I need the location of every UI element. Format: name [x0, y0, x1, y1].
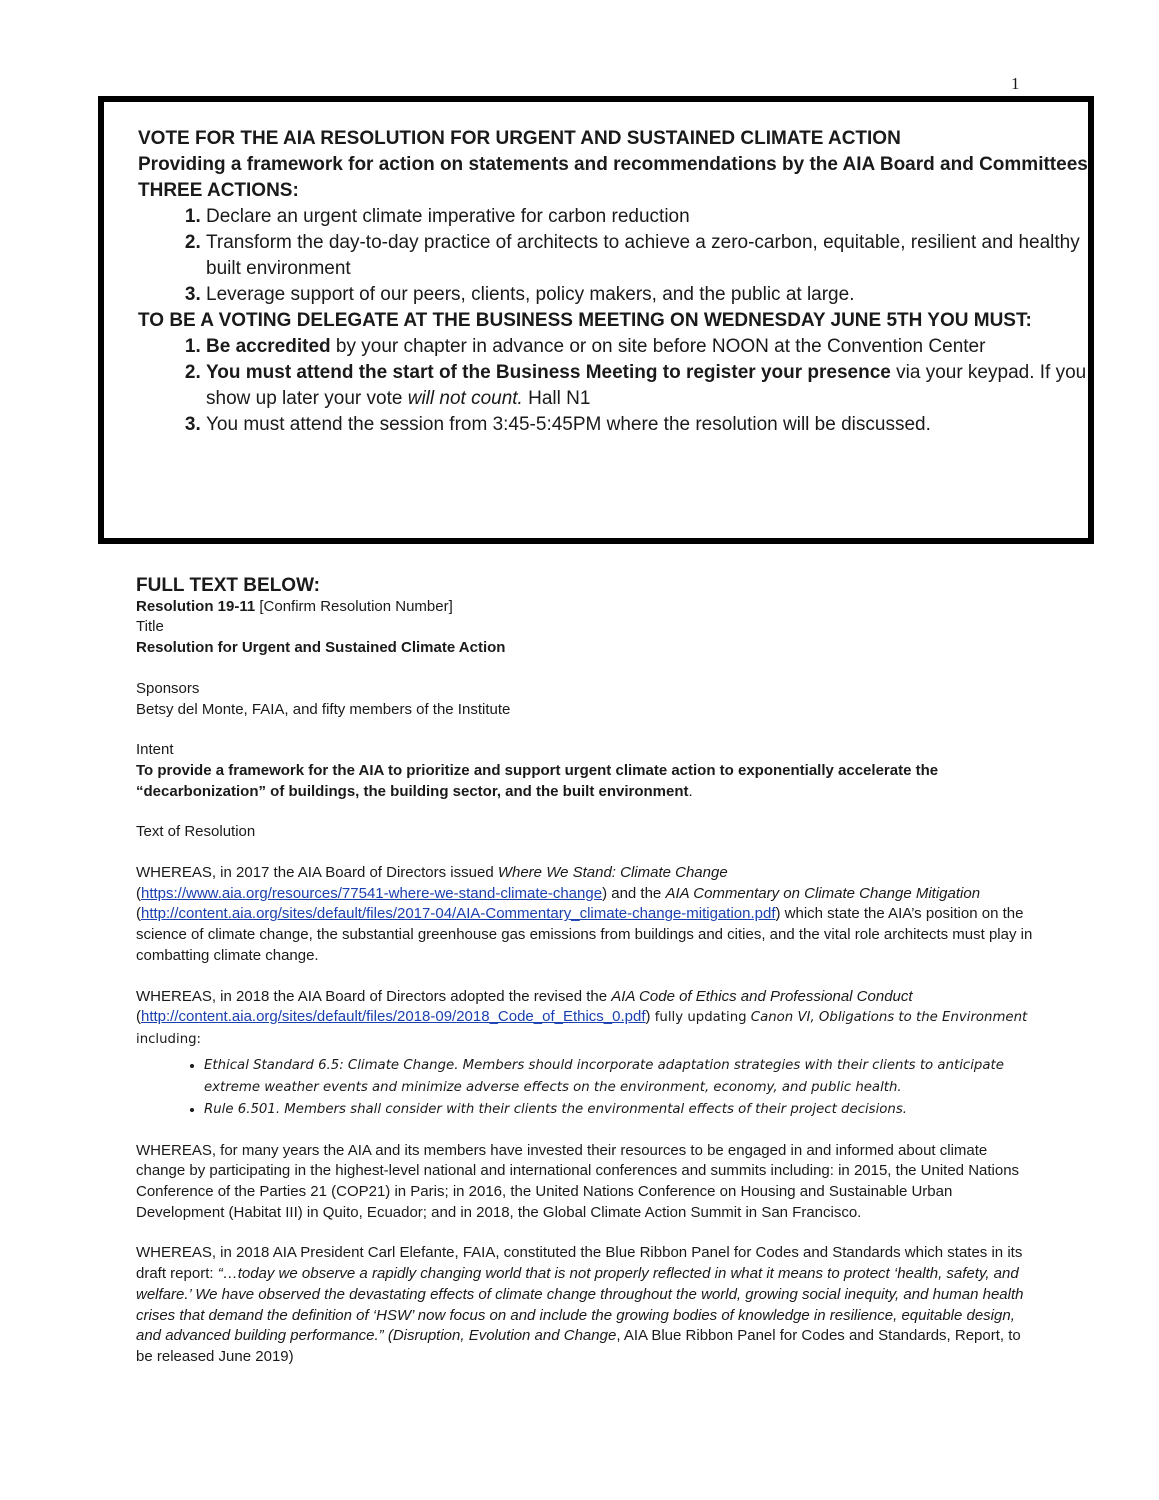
- whereas-4: WHEREAS, in 2018 AIA President Carl Elefante, FAIA, constituted the Blue Ribbon Panel for Codes and Standards which states in its draft report: “…today we observe a rapidly changing world that is not properly reflected in what it means to protect ‘health, safety, and welfare.’ We have observed the devastating effects of climate change throughout the world, growing social inequity, and human health crises that demand the definition of ‘HSW’ now focus on and include the growing bodies of knowledge in resilience, equitable design, and advanced building performance.” (Disruption, Evolution and Change, AIA Blue Ribbon Panel for Codes and Standards, Report, to be released June 2019): [136, 1244, 1024, 1365]
- link-where-we-stand[interactable]: https://www.aia.org/resources/77541-where-we-stand-climate-change: [141, 884, 603, 902]
- callout-box: [98, 96, 1094, 544]
- sponsors-label: Sponsors: [136, 679, 200, 697]
- action-item: 3. Leverage support of our peers, clients, policy makers, and the public at large.: [206, 282, 1088, 308]
- link-code-of-ethics[interactable]: http://content.aia.org/sites/default/files/2018-09/2018_Code_of_Ethics_0.pdf: [141, 1008, 646, 1026]
- requirement-item: 3. You must attend the session from 3:45-5:45PM where the resolution will be discussed.: [206, 412, 1088, 438]
- link-aia-commentary[interactable]: http://content.aia.org/sites/default/files/2017-04/AIA-Commentary_climate-change-mitigation.pdf: [141, 905, 776, 923]
- title-label: Title: [136, 618, 164, 636]
- document-body: [136, 576, 1036, 1368]
- intent-label: Intent: [136, 741, 174, 759]
- resolution-title: Resolution for Urgent and Sustained Climate Action: [136, 639, 506, 657]
- req2-text: via your keypad. If you show up later your vote: [206, 362, 1087, 409]
- req1-text: by your chapter in advance or on site before NOON at the Convention Center: [330, 336, 986, 357]
- actions-list: [138, 204, 1088, 308]
- text-of-resolution-label: Text of Resolution: [136, 823, 256, 841]
- intent: To provide a framework for the AIA to prioritize and support urgent climate action to exponentially accelerate the “decarbonization” of buildings, the building sector, and the built environment.: [136, 761, 939, 800]
- requirement-item: [206, 360, 1088, 412]
- resolution-number: Resolution 19-11 [Confirm Resolution Number]: [136, 597, 453, 615]
- callout-heading: VOTE FOR THE AIA RESOLUTION FOR URGENT AND SUSTAINED CLIMATE ACTION: [138, 128, 901, 149]
- requirements-list: [138, 334, 1088, 438]
- whereas-1: WHEREAS, in 2017 the AIA Board of Directors issued Where We Stand: Climate Change (https://www.aia.org/resources/77541-where-we-stand-climate-change) and the AIA Commentary on Climate Change Mitigation (http://content.aia.org/sites/default/files/2017-04/AIA-Commentary_climate-change-mitigation.pdf) which state the AIA’s position on the science of climate change, the substantial greenhouse gas emissions from buildings and cities, and the vital role architects must play in combatting climate change.: [136, 864, 1033, 964]
- req1-bold: Be accredited: [206, 336, 331, 357]
- requirement-item: [206, 334, 1088, 360]
- action-item: 2. Transform the day-to-day practice of architects to achieve a zero-carbon, equitable, resilient and healthy built environment: [206, 230, 1088, 282]
- actions-heading: THREE ACTIONS:: [138, 180, 299, 201]
- page-number: 1: [1011, 74, 1020, 93]
- list-item: • Ethical Standard 6.5: Climate Change. Members should incorporate adaptation strategies with their clients to anticipate extreme weather events and minimize adverse effects on the environment, economy, and public health.: [204, 1055, 1036, 1099]
- callout-subheading: Providing a framework for action on statements and recommendations by the AIA Board and Committees: [138, 154, 1088, 175]
- whereas-3: WHEREAS, for many years the AIA and its members have invested their resources to be engaged in and informed about climate change by participating in the highest-level national and international conferences and summits including: in 2015, the United Nations Conference of the Parties 21 (COP21) in Paris; in 2016, the United Nations Conference on Housing and Sustainable Urban Development (Habitat III) in Quito, Ecuador; and in 2018, the Global Climate Action Summit in San Francisco.: [136, 1141, 1020, 1221]
- delegate-heading: TO BE A VOTING DELEGATE AT THE BUSINESS MEETING ON WEDNESDAY JUNE 5TH YOU MUST:: [138, 310, 1032, 331]
- ethics-list: [136, 1055, 1036, 1121]
- req2-end: Hall N1: [522, 388, 591, 409]
- req2-bold: You must attend the start of the Business Meeting to register your presence: [206, 362, 891, 383]
- whereas-2: WHEREAS, in 2018 the AIA Board of Directors adopted the revised the AIA Code of Ethics and Professional Conduct (http://content.aia.org/sites/default/files/2018-09/2018_Code_of_Ethics_0.pdf) fully updating Canon VI, Obligations to the Environment including:: [136, 987, 1028, 1047]
- sponsors: Betsy del Monte, FAIA, and fifty members of the Institute: [136, 700, 511, 718]
- req2-italic: will not count.: [407, 388, 523, 409]
- list-item: • Rule 6.501. Members shall consider with their clients the environmental effects of their project decisions.: [204, 1099, 1036, 1121]
- full-text-title: FULL TEXT BELOW:: [136, 575, 321, 596]
- action-item: 1. Declare an urgent climate imperative for carbon reduction: [206, 204, 1088, 230]
